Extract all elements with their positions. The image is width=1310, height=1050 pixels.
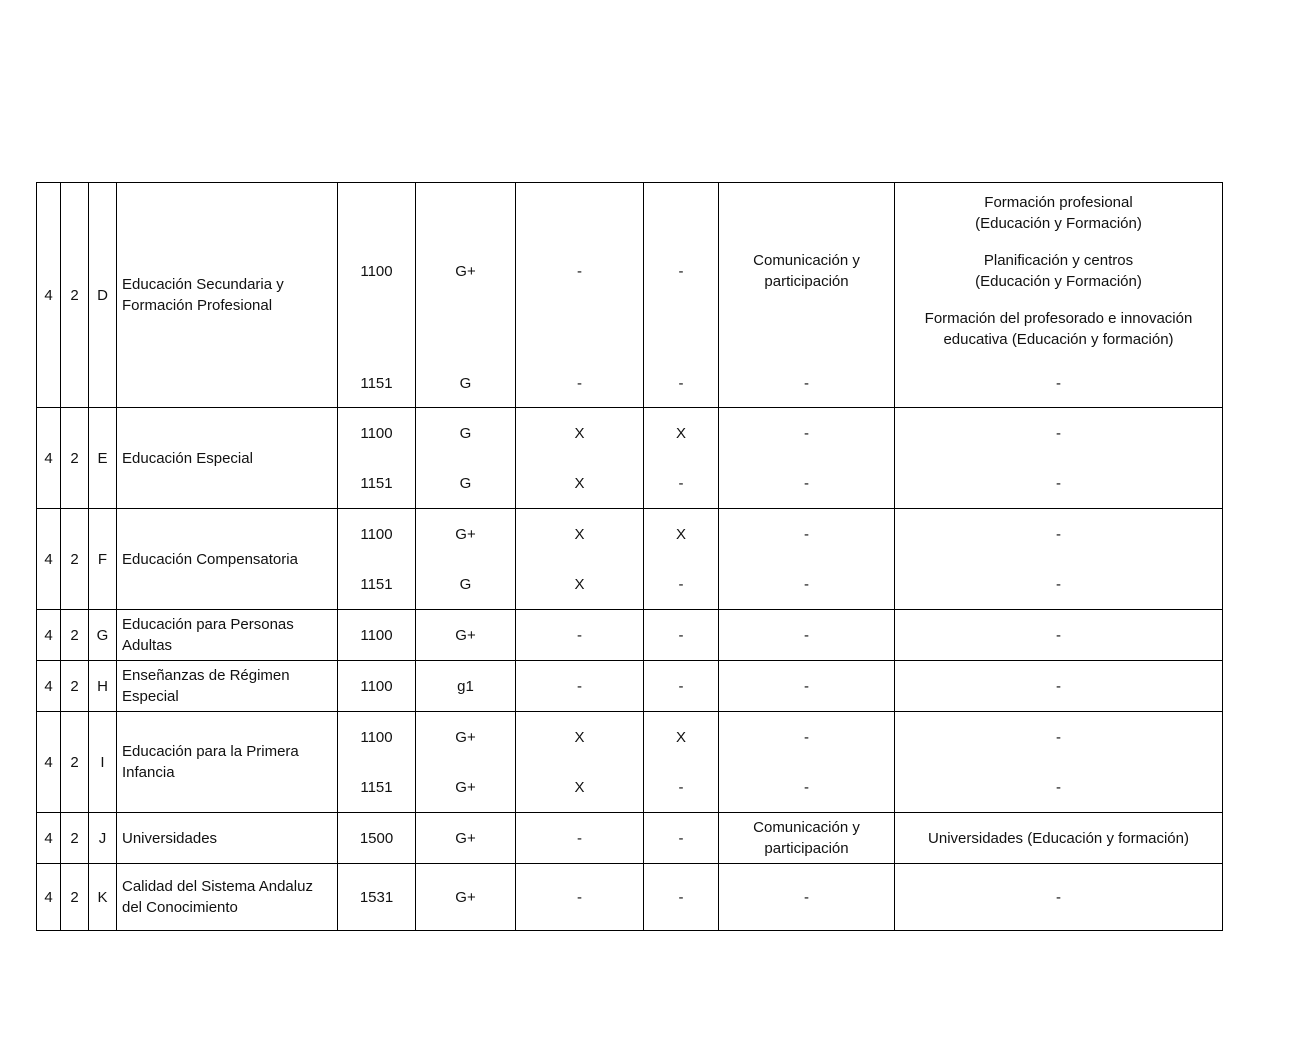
- note-entry: Universidades (Educación y formación): [928, 829, 1189, 847]
- table-row: [37, 610, 1223, 661]
- table-row: [37, 183, 1223, 408]
- x1-cell: [516, 408, 644, 509]
- code-c1-cell: [37, 661, 61, 712]
- code-value: 1151: [360, 575, 393, 593]
- level-cell: [416, 509, 516, 610]
- comm-cell: [719, 712, 895, 813]
- level-value: G+: [455, 262, 476, 280]
- program-name-cell: [117, 864, 338, 931]
- code-c1: 4: [44, 829, 53, 847]
- x1-value: -: [577, 374, 582, 392]
- program-name: Educación Secundaria y Formación Profesional: [122, 276, 284, 314]
- program-name: Calidad del Sistema Andaluz del Conocimiento: [122, 878, 313, 916]
- comm-cell: [719, 610, 895, 661]
- x1-cell: [516, 864, 644, 931]
- code-c2: 2: [70, 677, 79, 695]
- comm-value: -: [804, 728, 809, 746]
- notes-cell: [895, 610, 1223, 661]
- code-c3: K: [97, 888, 108, 906]
- subrow-notes: [895, 183, 1222, 359]
- subrow-code: [338, 762, 415, 812]
- level-value: G+: [455, 778, 476, 796]
- note-entry: -: [1056, 474, 1061, 492]
- x2-cell: [644, 610, 719, 661]
- comm-cell: [719, 661, 895, 712]
- code-cell: [338, 509, 416, 610]
- subrow-notes: [895, 408, 1222, 458]
- code-value: 1100: [360, 424, 393, 442]
- level-value: G+: [455, 728, 476, 746]
- subrow-x2: [644, 183, 718, 359]
- level-value: G+: [455, 626, 476, 644]
- level-value: G+: [455, 525, 476, 543]
- subrow-notes: [895, 813, 1222, 863]
- subrow-x1: [516, 509, 643, 559]
- subrow-x2: [644, 661, 718, 711]
- subrow-level: [416, 509, 515, 559]
- x1-value: -: [577, 888, 582, 906]
- subrow-comm: [719, 712, 894, 762]
- x1-cell: [516, 183, 644, 408]
- comm-value: Comunicación y participación: [753, 819, 860, 857]
- subrow-level: [416, 359, 515, 407]
- subrow-code: [338, 661, 415, 711]
- code-c1-cell: [37, 813, 61, 864]
- code-cell: [338, 610, 416, 661]
- subrow-code: [338, 610, 415, 660]
- level-value: G+: [455, 888, 476, 906]
- subrow-comm: [719, 610, 894, 660]
- subrow-code: [338, 509, 415, 559]
- subrow-x2: [644, 762, 718, 812]
- level-cell: [416, 610, 516, 661]
- code-c1-cell: [37, 183, 61, 408]
- x1-value: X: [574, 728, 585, 746]
- code-c3-cell: [89, 408, 117, 509]
- x1-value: -: [577, 626, 582, 644]
- table-row: [37, 509, 1223, 610]
- x1-value: X: [574, 525, 585, 543]
- notes-cell: [895, 408, 1223, 509]
- code-c3-cell: [89, 509, 117, 610]
- x1-cell: [516, 813, 644, 864]
- code-c1: 4: [44, 449, 53, 467]
- subrow-x1: [516, 712, 643, 762]
- subrow-x1: [516, 183, 643, 359]
- subrow-notes: [895, 359, 1222, 407]
- subrow-level: [416, 559, 515, 609]
- notes-stack: [1056, 777, 1061, 798]
- subrow-code: [338, 864, 415, 930]
- level-value: G: [459, 474, 472, 492]
- level-cell: [416, 183, 516, 408]
- note-entry: -: [1056, 424, 1061, 442]
- code-c2: 2: [70, 449, 79, 467]
- notes-cell: [895, 813, 1223, 864]
- code-value: 1100: [360, 677, 393, 695]
- notes-stack: [1056, 727, 1061, 748]
- x1-value: X: [574, 778, 585, 796]
- x1-cell: [516, 610, 644, 661]
- note-entry: -: [1056, 525, 1061, 543]
- x2-cell: [644, 712, 719, 813]
- subrow-level: [416, 762, 515, 812]
- code-c3: I: [100, 753, 105, 771]
- level-value: G: [459, 374, 472, 392]
- subrow-level: [416, 864, 515, 930]
- subrow-x1: [516, 359, 643, 407]
- code-c3: H: [97, 677, 108, 695]
- subrow-code: [338, 813, 415, 863]
- subrow-code: [338, 559, 415, 609]
- subrow-notes: [895, 712, 1222, 762]
- x2-value: -: [678, 575, 684, 593]
- subrow-comm: [719, 661, 894, 711]
- table-row: [37, 864, 1223, 931]
- code-value: 1151: [360, 474, 393, 492]
- notes-cell: [895, 712, 1223, 813]
- subrow-x2: [644, 864, 718, 930]
- x2-value: X: [675, 424, 686, 442]
- code-c1: 4: [44, 888, 53, 906]
- subrow-x1: [516, 610, 643, 660]
- code-c2-cell: [61, 408, 89, 509]
- code-c3: J: [98, 829, 107, 847]
- code-c3: G: [96, 626, 109, 644]
- code-cell: [338, 864, 416, 931]
- code-c1: 4: [44, 753, 53, 771]
- level-value: g1: [457, 677, 474, 695]
- code-c1-cell: [37, 509, 61, 610]
- code-c2: 2: [70, 626, 79, 644]
- code-c1: 4: [44, 550, 53, 568]
- code-c2-cell: [61, 661, 89, 712]
- subrow-notes: [895, 864, 1222, 930]
- subrow-comm: [719, 864, 894, 930]
- subrow-x2: [644, 610, 718, 660]
- program-name: Educación para Personas Adultas: [122, 616, 294, 654]
- program-name-cell: [117, 661, 338, 712]
- subrow-comm: [719, 183, 894, 359]
- code-c1: 4: [44, 677, 53, 695]
- subrow-code: [338, 183, 415, 359]
- subrow-code: [338, 359, 415, 407]
- subrow-comm: [719, 559, 894, 609]
- code-c1-cell: [37, 712, 61, 813]
- subrow-code: [338, 458, 415, 508]
- subrow-notes: [895, 610, 1222, 660]
- comm-cell: [719, 408, 895, 509]
- note-entry: Formación del profesorado e innovación educativa (Educación y formación): [924, 310, 1193, 348]
- level-value: G+: [455, 829, 476, 847]
- subrow-comm: [719, 359, 894, 407]
- code-c2: 2: [70, 753, 79, 771]
- x2-value: -: [678, 374, 684, 392]
- table-body: [37, 183, 1223, 931]
- x1-value: -: [577, 677, 582, 695]
- subrow-x2: [644, 559, 718, 609]
- subrow-level: [416, 408, 515, 458]
- subrow-notes: [895, 661, 1222, 711]
- notes-cell: [895, 661, 1223, 712]
- note-entry: -: [1056, 778, 1061, 796]
- subrow-x1: [516, 813, 643, 863]
- level-cell: [416, 864, 516, 931]
- x2-value: -: [678, 829, 684, 847]
- x2-cell: [644, 183, 719, 408]
- subrow-comm: [719, 813, 894, 863]
- program-name-cell: [117, 813, 338, 864]
- subrow-x1: [516, 762, 643, 812]
- code-c3: F: [97, 550, 108, 568]
- note-entry: -: [1056, 374, 1061, 392]
- comm-cell: [719, 813, 895, 864]
- comm-value: -: [804, 778, 809, 796]
- comm-cell: [719, 509, 895, 610]
- code-cell: [338, 408, 416, 509]
- code-value: 1151: [360, 778, 393, 796]
- subrow-x2: [644, 408, 718, 458]
- notes-stack: [1056, 473, 1061, 494]
- level-cell: [416, 661, 516, 712]
- x2-cell: [644, 813, 719, 864]
- x2-value: -: [678, 474, 684, 492]
- subrow-notes: [895, 762, 1222, 812]
- comm-value: -: [804, 374, 809, 392]
- notes-stack: [1056, 625, 1061, 646]
- subrow-x2: [644, 509, 718, 559]
- x2-cell: [644, 661, 719, 712]
- code-c3-cell: [89, 661, 117, 712]
- code-c1: 4: [44, 286, 53, 304]
- subrow-code: [338, 712, 415, 762]
- subrow-code: [338, 408, 415, 458]
- code-c3: D: [97, 286, 108, 304]
- x2-cell: [644, 509, 719, 610]
- comm-value: -: [804, 525, 809, 543]
- code-c1-cell: [37, 408, 61, 509]
- program-name: Universidades: [122, 829, 218, 847]
- level-cell: [416, 408, 516, 509]
- code-c1-cell: [37, 864, 61, 931]
- x2-value: X: [675, 728, 686, 746]
- note-entry: -: [1056, 575, 1061, 593]
- x1-value: X: [574, 575, 585, 593]
- note-entry: -: [1056, 626, 1061, 644]
- level-value: G: [459, 575, 472, 593]
- notes-stack: [1056, 373, 1061, 394]
- code-value: 1100: [360, 626, 393, 644]
- code-c3-cell: [89, 610, 117, 661]
- subrow-x1: [516, 864, 643, 930]
- x1-value: X: [574, 474, 585, 492]
- x2-cell: [644, 408, 719, 509]
- note-entry: -: [1056, 728, 1061, 746]
- x1-cell: [516, 712, 644, 813]
- note-entry: Planificación y centros (Educación y Formación): [975, 252, 1142, 290]
- notes-stack: [1056, 574, 1061, 595]
- code-value: 1100: [360, 262, 393, 280]
- comm-value: -: [804, 677, 809, 695]
- subrow-comm: [719, 509, 894, 559]
- comm-value: Comunicación y participación: [753, 252, 860, 290]
- code-value: 1100: [360, 525, 393, 543]
- x1-value: X: [574, 424, 585, 442]
- comm-value: -: [804, 575, 809, 593]
- code-c2-cell: [61, 509, 89, 610]
- subrow-x1: [516, 559, 643, 609]
- program-name: Educación Compensatoria: [122, 550, 298, 568]
- notes-cell: [895, 183, 1223, 408]
- program-name-cell: [117, 408, 338, 509]
- program-name: Educación Especial: [122, 449, 253, 467]
- code-value: 1500: [359, 829, 394, 847]
- comm-value: -: [804, 424, 809, 442]
- code-value: 1151: [360, 374, 393, 392]
- subrow-comm: [719, 762, 894, 812]
- code-c1-cell: [37, 610, 61, 661]
- x2-value: -: [678, 888, 684, 906]
- subrow-level: [416, 458, 515, 508]
- x1-cell: [516, 661, 644, 712]
- code-c3-cell: [89, 712, 117, 813]
- program-name-cell: [117, 610, 338, 661]
- code-c2: 2: [70, 286, 79, 304]
- code-c2-cell: [61, 183, 89, 408]
- x2-value: -: [678, 262, 684, 280]
- program-name: Educación para la Primera Infancia: [122, 743, 299, 781]
- code-c3-cell: [89, 813, 117, 864]
- x1-value: -: [577, 262, 582, 280]
- program-name-cell: [117, 712, 338, 813]
- notes-stack: [928, 828, 1189, 849]
- code-value: 1100: [360, 728, 393, 746]
- comm-value: -: [804, 626, 809, 644]
- notes-cell: [895, 864, 1223, 931]
- x2-value: -: [678, 778, 684, 796]
- code-c2: 2: [70, 888, 79, 906]
- x2-value: X: [675, 525, 686, 543]
- table-row: [37, 712, 1223, 813]
- comm-value: -: [804, 888, 809, 906]
- subrow-x2: [644, 813, 718, 863]
- subrow-level: [416, 813, 515, 863]
- program-name-cell: [117, 509, 338, 610]
- table-row: [37, 813, 1223, 864]
- code-cell: [338, 712, 416, 813]
- subrow-x1: [516, 408, 643, 458]
- subrow-x1: [516, 458, 643, 508]
- code-value: 1531: [359, 888, 394, 906]
- note-entry: -: [1056, 888, 1061, 906]
- subrow-comm: [719, 408, 894, 458]
- subrow-x2: [644, 359, 718, 407]
- program-name-cell: [117, 183, 338, 408]
- table-row: [37, 661, 1223, 712]
- notes-stack: [914, 192, 1204, 350]
- code-c2: 2: [70, 829, 79, 847]
- code-c2-cell: [61, 610, 89, 661]
- code-c2-cell: [61, 864, 89, 931]
- notes-stack: [1056, 423, 1061, 444]
- note-entry: -: [1056, 677, 1061, 695]
- subrow-notes: [895, 458, 1222, 508]
- code-cell: [338, 813, 416, 864]
- code-c3-cell: [89, 864, 117, 931]
- x1-cell: [516, 509, 644, 610]
- notes-stack: [1056, 887, 1061, 908]
- program-name: Enseñanzas de Régimen Especial: [122, 667, 290, 705]
- code-c2-cell: [61, 813, 89, 864]
- subrow-level: [416, 712, 515, 762]
- subrow-level: [416, 661, 515, 711]
- subrow-x1: [516, 661, 643, 711]
- code-c2: 2: [70, 550, 79, 568]
- x2-value: -: [678, 626, 684, 644]
- code-cell: [338, 183, 416, 408]
- notes-stack: [1056, 676, 1061, 697]
- code-c1: 4: [44, 626, 53, 644]
- subrow-notes: [895, 559, 1222, 609]
- code-cell: [338, 661, 416, 712]
- x2-cell: [644, 864, 719, 931]
- note-entry: Formación profesional (Educación y Formación): [975, 194, 1142, 232]
- subrow-comm: [719, 458, 894, 508]
- level-cell: [416, 813, 516, 864]
- level-value: G: [459, 424, 472, 442]
- subrow-x2: [644, 458, 718, 508]
- code-c3-cell: [89, 183, 117, 408]
- comm-cell: [719, 864, 895, 931]
- x2-value: -: [678, 677, 684, 695]
- programs-table: [36, 182, 1223, 931]
- subrow-level: [416, 610, 515, 660]
- subrow-notes: [895, 509, 1222, 559]
- x1-value: -: [577, 829, 582, 847]
- subrow-level: [416, 183, 515, 359]
- code-c2-cell: [61, 712, 89, 813]
- subrow-x2: [644, 712, 718, 762]
- notes-stack: [1056, 524, 1061, 545]
- notes-cell: [895, 509, 1223, 610]
- code-c3: E: [97, 449, 108, 467]
- table-row: [37, 408, 1223, 509]
- comm-cell: [719, 183, 895, 408]
- level-cell: [416, 712, 516, 813]
- comm-value: -: [804, 474, 809, 492]
